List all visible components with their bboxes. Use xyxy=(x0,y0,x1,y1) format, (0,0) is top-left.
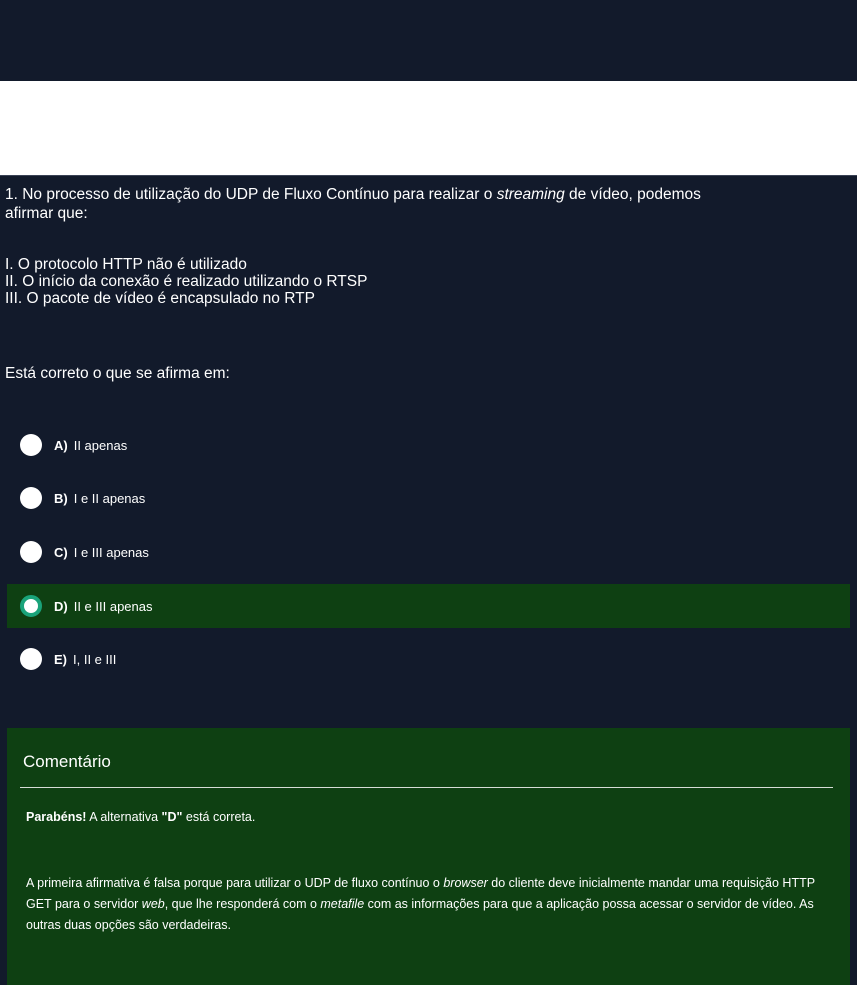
radio-button-checked[interactable] xyxy=(20,595,42,617)
question-line1-em: streaming xyxy=(496,186,565,203)
panel-divider xyxy=(0,175,857,176)
option-label: I e II apenas xyxy=(73,490,146,506)
option-label: II e III apenas xyxy=(73,598,153,614)
comment-divider xyxy=(20,787,833,788)
option-b[interactable] xyxy=(7,476,850,520)
congrats-text: Parabéns! xyxy=(26,810,87,824)
option-letter: C) xyxy=(54,544,68,560)
explanation-em-browser: browser xyxy=(443,876,488,890)
question-text xyxy=(5,185,825,223)
result-suffix: está correta. xyxy=(182,810,256,824)
explanation-em-metafile: metafile xyxy=(320,897,365,911)
question-line2: afirmar que: xyxy=(5,205,88,222)
top-header-bar xyxy=(0,0,857,81)
spacer xyxy=(0,81,857,175)
radio-button[interactable] xyxy=(20,648,42,670)
comment-result xyxy=(26,810,255,824)
option-label: I e III apenas xyxy=(73,544,149,560)
option-label: II apenas xyxy=(73,437,128,453)
option-a[interactable] xyxy=(7,423,850,467)
option-d[interactable] xyxy=(7,584,850,628)
explanation-em-web: web xyxy=(141,897,165,911)
explanation-part-d: com as informações para que a aplicação possa acessar o servidor de vídeo. As outras duas opções são verdadeiras. xyxy=(26,897,814,932)
option-label: I, II e III xyxy=(73,651,117,667)
explanation-part-a: A primeira afirmativa é falsa porque para utilizar o UDP de fluxo contínuo o xyxy=(26,876,444,890)
option-letter: E) xyxy=(54,651,67,667)
radio-button[interactable] xyxy=(20,434,42,456)
statements-list xyxy=(5,256,367,307)
option-letter: A) xyxy=(54,437,68,453)
radio-button[interactable] xyxy=(20,487,42,509)
comment-title: Comentário xyxy=(23,752,111,771)
statement-2: II. O início da conexão é realizado utilizando o RTSP xyxy=(5,273,368,290)
radio-button[interactable] xyxy=(20,541,42,563)
comment-explanation xyxy=(26,873,836,936)
comment-box xyxy=(7,728,850,985)
statement-3: III. O pacote de vídeo é encapsulado no RTP xyxy=(5,290,315,307)
question-line1-suffix: de vídeo, podemos xyxy=(564,186,701,203)
statement-1: I. O protocolo HTTP não é utilizado xyxy=(5,256,247,273)
option-letter: D) xyxy=(54,598,68,614)
result-letter: "D" xyxy=(161,810,183,824)
explanation-part-b: do cliente deve inicialmente mandar uma requisição HTTP GET para o servidor xyxy=(26,876,815,911)
result-prefix: A alternativa xyxy=(86,810,162,824)
option-letter: B) xyxy=(54,490,68,506)
option-c[interactable] xyxy=(7,530,850,574)
question-ask: Está correto o que se afirma em: xyxy=(5,365,230,382)
option-e[interactable] xyxy=(7,637,850,681)
explanation-part-c: , que lhe responderá com o xyxy=(164,897,321,911)
question-line1-prefix: 1. No processo de utilização do UDP de Fluxo Contínuo para realizar o xyxy=(5,186,497,203)
